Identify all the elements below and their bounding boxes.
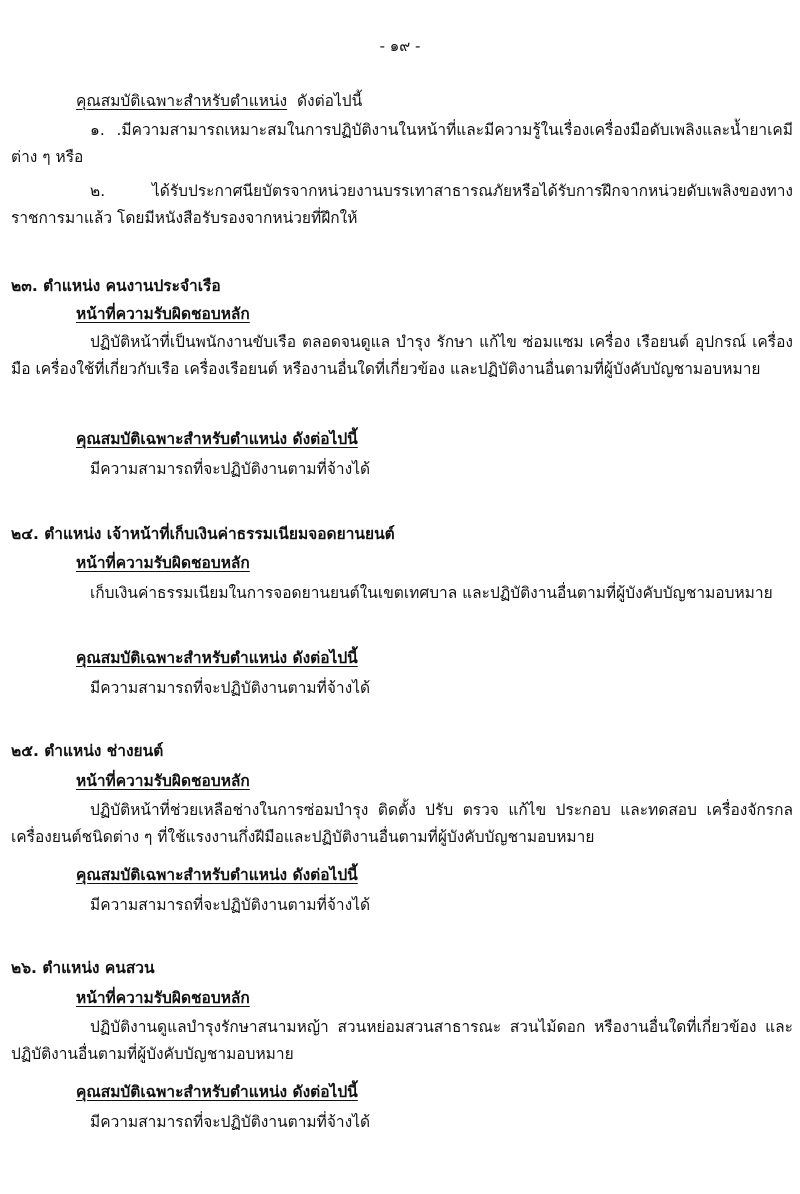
position-25-duty-text: ปฏิบัติหน้าที่ช่วยเหลือช่างในการซ่อมบำรุง ติดตั้ง ปรับ ตรวจ แก้ไข ประกอบ และทดสอบ เครื่องจักรกล เครื่องยนต์ชนิดต่าง ๆ ที่ใช้แรงงานกึ่งฝีมือและปฏิบัติงานอื่นตามที่ผู้บังคับบัญชามอบหมาย xyxy=(11,801,793,846)
qualification-heading xyxy=(76,88,362,113)
qualification-item-1: ๑. .มีความสามารถเหมาะสมในการปฏิบัติงานในหน้าที่และมีความรู้ในเรื่องเครื่องมือดับเพลิงและน้ำยาเคมีต่าง ๆ หรือ xyxy=(11,121,793,166)
qualification-heading-text: คุณสมบัติเฉพาะสำหรับตำแหน่ง xyxy=(76,92,288,110)
position-25-qual-heading: คุณสมบัติเฉพาะสำหรับตำแหน่ง ดังต่อไปนี้ xyxy=(76,866,358,884)
position-24-duty-heading: หน้าที่ความรับผิดชอบหลัก xyxy=(76,554,250,572)
position-26-duty-heading: หน้าที่ความรับผิดชอบหลัก xyxy=(76,989,250,1007)
position-23-title: ๒๓. ตำแหน่ง คนงานประจำเรือ xyxy=(11,277,221,295)
position-26-qual-text: มีความสามารถที่จะปฏิบัติงานตามที่จ้างได้ xyxy=(90,1113,371,1131)
position-26-qual-heading: คุณสมบัติเฉพาะสำหรับตำแหน่ง ดังต่อไปนี้ xyxy=(76,1083,358,1101)
page-number: - ๑๙ - xyxy=(379,37,421,55)
position-26-duty-text: ปฏิบัติงานดูแลบำรุงรักษาสนามหญ้า สวนหย่อมสวนสาธารณะ สวนไม้ดอก หรืองานอื่นใดที่เกี่ยวข้อง และปฏิบัติงานอื่นตามที่ผู้บังคับบัญชามอบหมาย xyxy=(11,1018,793,1063)
position-24-qual-text: มีความสามารถที่จะปฏิบัติงานตามที่จ้างได้ xyxy=(90,679,371,697)
position-24-qual-heading: คุณสมบัติเฉพาะสำหรับตำแหน่ง ดังต่อไปนี้ xyxy=(76,649,358,667)
position-24-title: ๒๔. ตำแหน่ง เจ้าหน้าที่เก็บเงินค่าธรรมเนียมจอดยานยนต์ xyxy=(11,525,395,543)
qualification-heading-suffix: ดังต่อไปนี้ xyxy=(296,92,363,110)
position-23-duty-text: ปฏิบัติหน้าที่เป็นพนักงานขับเรือ ตลอดจนดูแล บำรุง รักษา แก้ไข ซ่อมแซม เครื่อง เรือยนต์ อุปกรณ์ เครื่องมือ เครื่องใช้ที่เกี่ยวกับเรือ เครื่องเรือยนต์ หรืองานอื่นใดที่เกี่ยวข้อง และปฏิบัติงานอื่นตามที่ผู้บังคับบัญชามอบหมาย xyxy=(11,333,793,378)
position-23-duty-heading: หน้าที่ความรับผิดชอบหลัก xyxy=(76,305,250,323)
position-25-duty-heading: หน้าที่ความรับผิดชอบหลัก xyxy=(76,772,250,790)
position-25-title: ๒๕. ตำแหน่ง ช่างยนต์ xyxy=(11,742,164,760)
position-24-duty-text: เก็บเงินค่าธรรมเนียมในการจอดยานยนต์ในเขตเทศบาล และปฏิบัติงานอื่นตามที่ผู้บังคับบัญชามอบหมาย xyxy=(90,584,773,602)
qualification-item-2: ๒. ได้รับประกาศนียบัตรจากหน่วยงานบรรเทาสาธารณภัยหรือได้รับการฝึกจากหน่วยดับเพลิงของทางราชการมาแล้ว โดยมีหนังสือรับรองจากหน่วยที่ฝึกให้ xyxy=(11,182,793,227)
position-26-title: ๒๖. ตำแหน่ง คนสวน xyxy=(11,959,155,977)
position-25-qual-text: มีความสามารถที่จะปฏิบัติงานตามที่จ้างได้ xyxy=(90,896,371,914)
position-23-qual-text: มีความสามารถที่จะปฏิบัติงานตามที่จ้างได้ xyxy=(90,460,371,478)
position-23-qual-heading: คุณสมบัติเฉพาะสำหรับตำแหน่ง ดังต่อไปนี้ xyxy=(76,430,358,448)
